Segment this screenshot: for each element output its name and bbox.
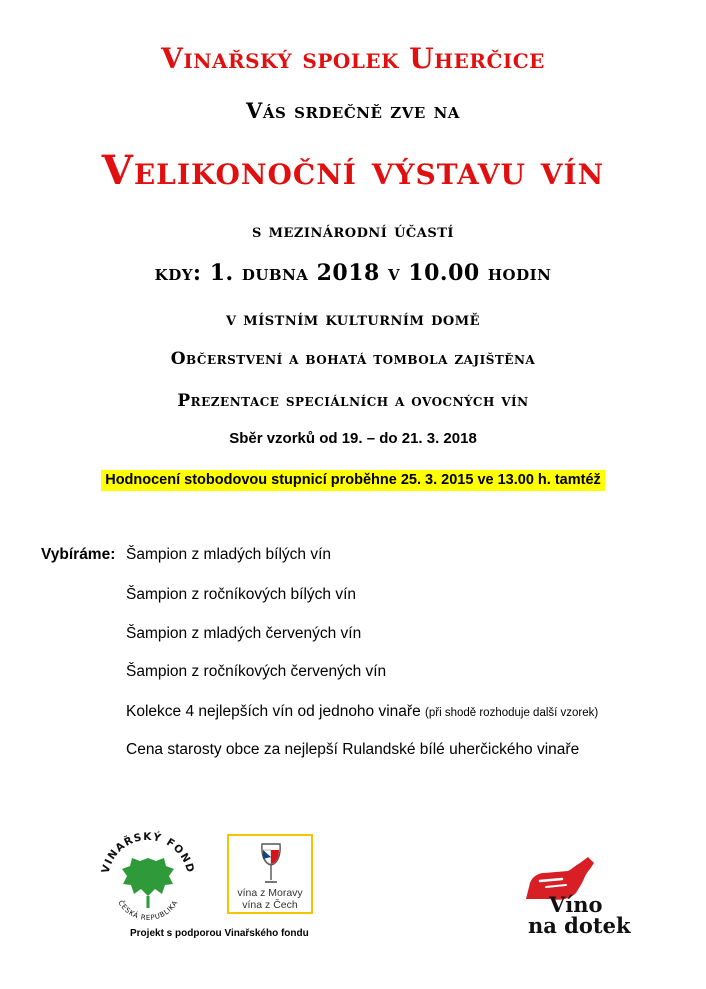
vina-z-moravy-logo <box>227 834 313 914</box>
category-item: Šampion z mladých červených vín <box>126 625 362 642</box>
category-item-label: Kolekce 4 nejlepších vín od jednoho vinaře <box>126 703 421 720</box>
when-value: 1. dubna 2018 v 10.00 hodin <box>209 260 552 286</box>
fond-leaf-icon <box>96 828 200 928</box>
category-item: Cena starosty obce za nejlepší Rulandské bílé uherčického vinaře <box>126 741 580 758</box>
moravy-line1: vína z Moravy <box>237 887 303 899</box>
when-line <box>0 260 706 286</box>
samples-line: Sběr vzorků od 19. – do 21. 3. 2018 <box>229 430 477 447</box>
place-line: v místním kulturním domě <box>225 309 481 330</box>
moravy-line2: vína z Čech <box>242 899 298 911</box>
vinarsky-fond-logo <box>96 828 200 928</box>
refreshments-line: Občerstvení a bohatá tombola zajištěna <box>170 349 536 369</box>
fond-caption: Projekt s podporou Vinařského fondu <box>130 928 309 939</box>
event-title: Velikonoční výstavu vín <box>101 147 605 194</box>
evaluation-wrap <box>0 469 706 488</box>
club-title: Vinařský spolek Uherčice <box>161 42 545 75</box>
categories-label: Vybíráme: <box>41 546 116 563</box>
vino-na-dotek-logo <box>520 853 640 943</box>
category-item: Šampion z ročníkových červených vín <box>126 663 387 680</box>
when-label: kdy: <box>154 260 202 286</box>
evaluation-highlight: Hodnocení stobodovou stupnicí proběhne 25. 3. 2015 ve 13.00 h. tamtéž <box>101 470 605 491</box>
wine-glass-icon <box>259 842 283 886</box>
invite-line: Vás srdečně zve na <box>246 98 460 123</box>
collection-note: (při shodě rozhoduje další vzorek) <box>425 707 599 719</box>
category-item: Šampion z mladých bílých vín <box>126 546 332 563</box>
dotek-line1: Víno <box>549 892 603 917</box>
fond-top-text: VINAŘSKÝ FOND <box>99 830 197 875</box>
dotek-line2: na dotek <box>528 913 631 938</box>
presentation-line: Prezentace speciálních a ovocných vín <box>177 391 529 411</box>
category-item: Šampion z ročníkových bílých vín <box>126 586 357 603</box>
fond-bottom-text: ČESKÁ REPUBLIKA <box>116 898 180 923</box>
category-item-collection <box>126 703 598 721</box>
international-line: s mezinárodní účastí <box>251 221 455 242</box>
